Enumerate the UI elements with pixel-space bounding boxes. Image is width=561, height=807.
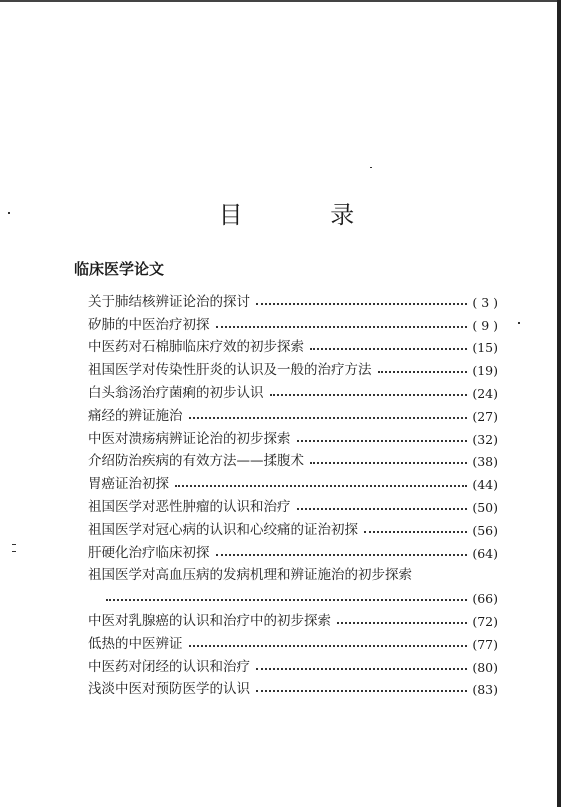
toc-entry[interactable] [88, 287, 498, 310]
toc-leader-dots [310, 347, 467, 350]
toc-entry-title: 祖国医学对传染性肝炎的认识及一般的治疗方法 [88, 362, 372, 379]
toc-leader-dots [310, 461, 467, 464]
toc-entry-title: 矽肺的中医治疗初探 [88, 316, 210, 333]
toc-entry-title: 祖国医学对恶性肿瘤的认识和治疗 [88, 498, 291, 515]
toc-entry[interactable] [88, 401, 498, 424]
toc-leader-dots [106, 598, 467, 601]
toc-entry[interactable] [88, 333, 498, 356]
page-top-edge [0, 0, 561, 2]
toc-entry-title: 中医药对闭经的认识和治疗 [88, 658, 250, 675]
toc-list [88, 287, 498, 697]
toc-entry-page: ( 3 ) [472, 294, 498, 310]
toc-entry-page: (64) [472, 545, 498, 561]
toc-leader-dots [364, 530, 467, 533]
page-title: 目 录 [218, 201, 395, 229]
toc-entry-title: 肝硬化治疗临床初探 [88, 544, 210, 561]
toc-entry-page: (66) [472, 591, 498, 607]
toc-entry-page: (19) [472, 363, 498, 379]
toc-entry[interactable] [88, 355, 498, 378]
toc-entry-page: ( 9 ) [472, 317, 498, 333]
toc-entry-page: (44) [472, 477, 498, 493]
toc-entry-title: 白头翁汤治疗菌痢的初步认识 [88, 384, 264, 401]
toc-entry-page: (77) [472, 636, 498, 652]
toc-entry-title: 介绍防治疾病的有效方法——揉腹术 [88, 453, 304, 470]
toc-entry[interactable] [88, 515, 498, 538]
toc-entry-page: (32) [472, 431, 498, 447]
toc-leader-dots [337, 621, 467, 624]
toc-entry[interactable] [88, 629, 498, 652]
toc-leader-dots [216, 325, 468, 328]
toc-entry-page: (72) [472, 613, 498, 629]
toc-entry-page: (56) [472, 522, 498, 538]
toc-entry[interactable] [88, 652, 498, 675]
toc-entry[interactable] [88, 561, 498, 607]
toc-entry[interactable] [88, 469, 498, 492]
toc-entry-title: 祖国医学对冠心病的认识和心绞痛的证治初探 [88, 521, 358, 538]
toc-leader-dots [189, 416, 468, 419]
toc-leader-dots [216, 553, 468, 556]
toc-leader-dots [175, 484, 467, 487]
toc-entry[interactable] [88, 606, 498, 629]
toc-leader-dots [378, 370, 468, 373]
scan-speck [12, 551, 16, 552]
toc-leader-dots [256, 689, 467, 692]
toc-entry-page: (27) [472, 408, 498, 424]
scan-speck [518, 322, 520, 324]
toc-leader-dots [189, 644, 468, 647]
toc-entry[interactable] [88, 538, 498, 561]
toc-entry[interactable] [88, 492, 498, 515]
toc-entry-page: (38) [472, 454, 498, 470]
toc-entry-title: 中医药对石棉肺临床疗效的初步探索 [88, 339, 304, 356]
toc-entry-title: 中医对乳腺癌的认识和治疗中的初步探索 [88, 612, 331, 629]
toc-entry[interactable] [88, 378, 498, 401]
toc-entry[interactable] [88, 424, 498, 447]
toc-entry-title: 痛经的辨证施治 [88, 407, 183, 424]
toc-entry-title: 浅淡中医对预防医学的认识 [88, 681, 250, 698]
toc-entry-title: 关于肺结核辨证论治的探讨 [88, 293, 250, 310]
toc-leader-dots [256, 302, 467, 305]
toc-entry-title: 祖国医学对高血压病的发病机理和辨证施治的初步探索 [88, 567, 412, 584]
toc-entry-page: (80) [472, 659, 498, 675]
toc-leader-dots [256, 667, 467, 670]
toc-entry-page: (83) [472, 682, 498, 698]
toc-entry[interactable] [88, 310, 498, 333]
toc-leader-dots [297, 507, 468, 510]
page-right-edge [557, 0, 561, 807]
toc-entry[interactable] [88, 675, 498, 698]
scan-speck [12, 544, 16, 545]
toc-entry-title: 低热的中医辨证 [88, 635, 183, 652]
toc-entry-title: 中医对溃疡病辨证论治的初步探索 [88, 430, 291, 447]
toc-entry-title: 胃癌证治初探 [88, 476, 169, 493]
scan-speck [370, 167, 372, 168]
toc-leader-dots [270, 393, 468, 396]
toc-entry-page: (15) [472, 340, 498, 356]
toc-entry-page: (50) [472, 499, 498, 515]
section-heading: 临床医学论文 [74, 260, 165, 278]
toc-entry[interactable] [88, 447, 498, 470]
toc-leader-dots [297, 439, 468, 442]
toc-entry-page: (24) [472, 385, 498, 401]
